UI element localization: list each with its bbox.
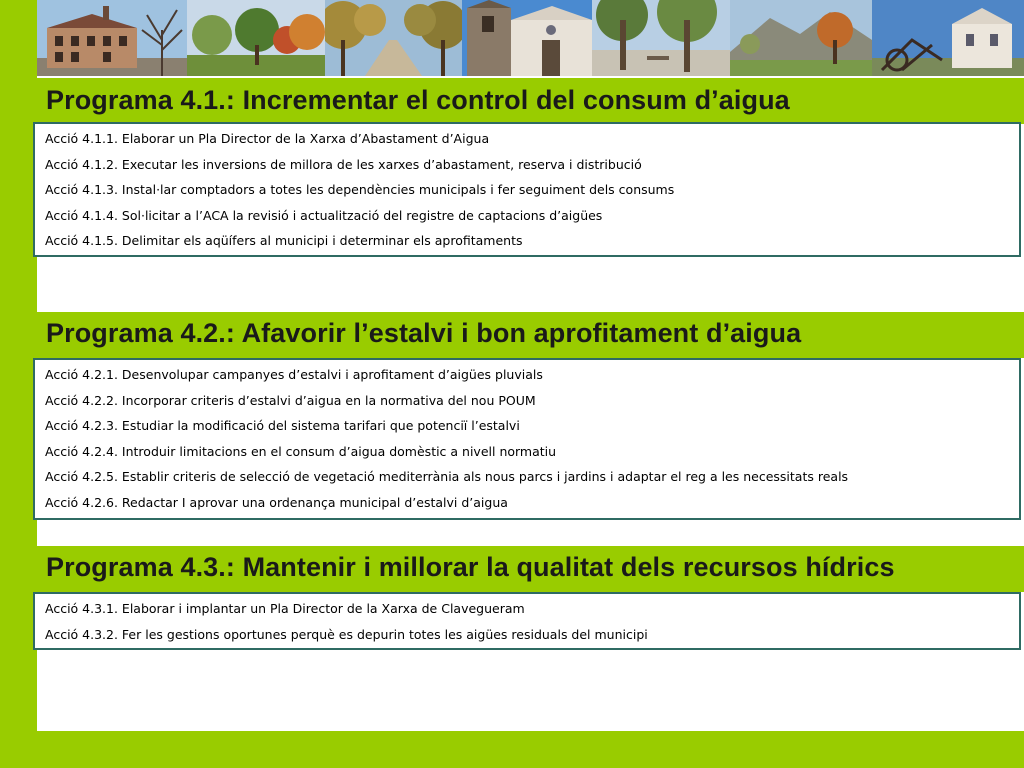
program-title-4-1: Programa 4.1.: Incrementar el control del consum d’aigua (46, 85, 790, 115)
avenue-photo (325, 0, 462, 76)
action-item: Acció 4.1.4. Sol·licitar a l’ACA la revisió i actualització del registre de captacions d’aigües (45, 207, 603, 223)
church-photo (462, 0, 592, 76)
action-item: Acció 4.2.5. Establir criteris de selecció de vegetació mediterrània als nous parcs i jardins i adaptar el reg a les necessitats reals (45, 469, 849, 485)
program-title-4-3: Programa 4.3.: Mantenir i millorar la qualitat dels recursos hídrics (46, 552, 895, 582)
photo-strip (37, 0, 1024, 76)
action-item: Acció 4.2.3. Estudiar la modificació del sistema tarifari que potenciï l’estalvi (45, 418, 520, 434)
villa-photo (872, 0, 1024, 76)
action-item: Acció 4.1.1. Elaborar un Pla Director de la Xarxa d’Abastament d’Aigua (45, 131, 490, 146)
action-item: Acció 4.2.4. Introduir limitacions en el consum d’aigua domèstic a nivell normatiu (45, 443, 557, 459)
plaza-trees-photo (592, 0, 730, 76)
action-item: Acció 4.2.6. Redactar I aprovar una ordenança municipal d’estalvi d’aigua (45, 494, 508, 510)
action-list-4-2 (33, 358, 1021, 520)
town-hall-photo (37, 0, 187, 76)
action-item: Acció 4.3.1. Elaborar i implantar un Pla Director de la Xarxa de Clavegueram (45, 601, 525, 616)
action-item: Acció 4.3.2. Fer les gestions oportunes perquè es depurin totes les aigües residuals del municipi (45, 626, 648, 642)
action-list-4-1 (33, 122, 1021, 257)
action-list-4-3 (33, 592, 1021, 650)
action-item: Acció 4.2.1. Desenvolupar campanyes d’estalvi i aprofitament d’aigües pluvials (45, 367, 543, 382)
program-title-4-2: Programa 4.2.: Afavorir l’estalvi i bon aprofitament d’aigua (46, 318, 802, 348)
action-item: Acció 4.1.2. Executar les inversions de millora de les xarxes d’abastament, reserva i distribució (45, 156, 642, 172)
action-item: Acció 4.2.2. Incorporar criteris d’estalvi d’aigua en la normativa del nou POUM (45, 392, 536, 408)
park-trees-photo (187, 0, 325, 76)
mountain-landscape-photo (730, 0, 872, 76)
action-item: Acció 4.1.3. Instal·lar comptadors a totes les dependències municipals i fer seguiment dels consums (45, 182, 675, 198)
action-item: Acció 4.1.5. Delimitar els aqüífers al municipi i determinar els aprofitaments (45, 233, 523, 249)
